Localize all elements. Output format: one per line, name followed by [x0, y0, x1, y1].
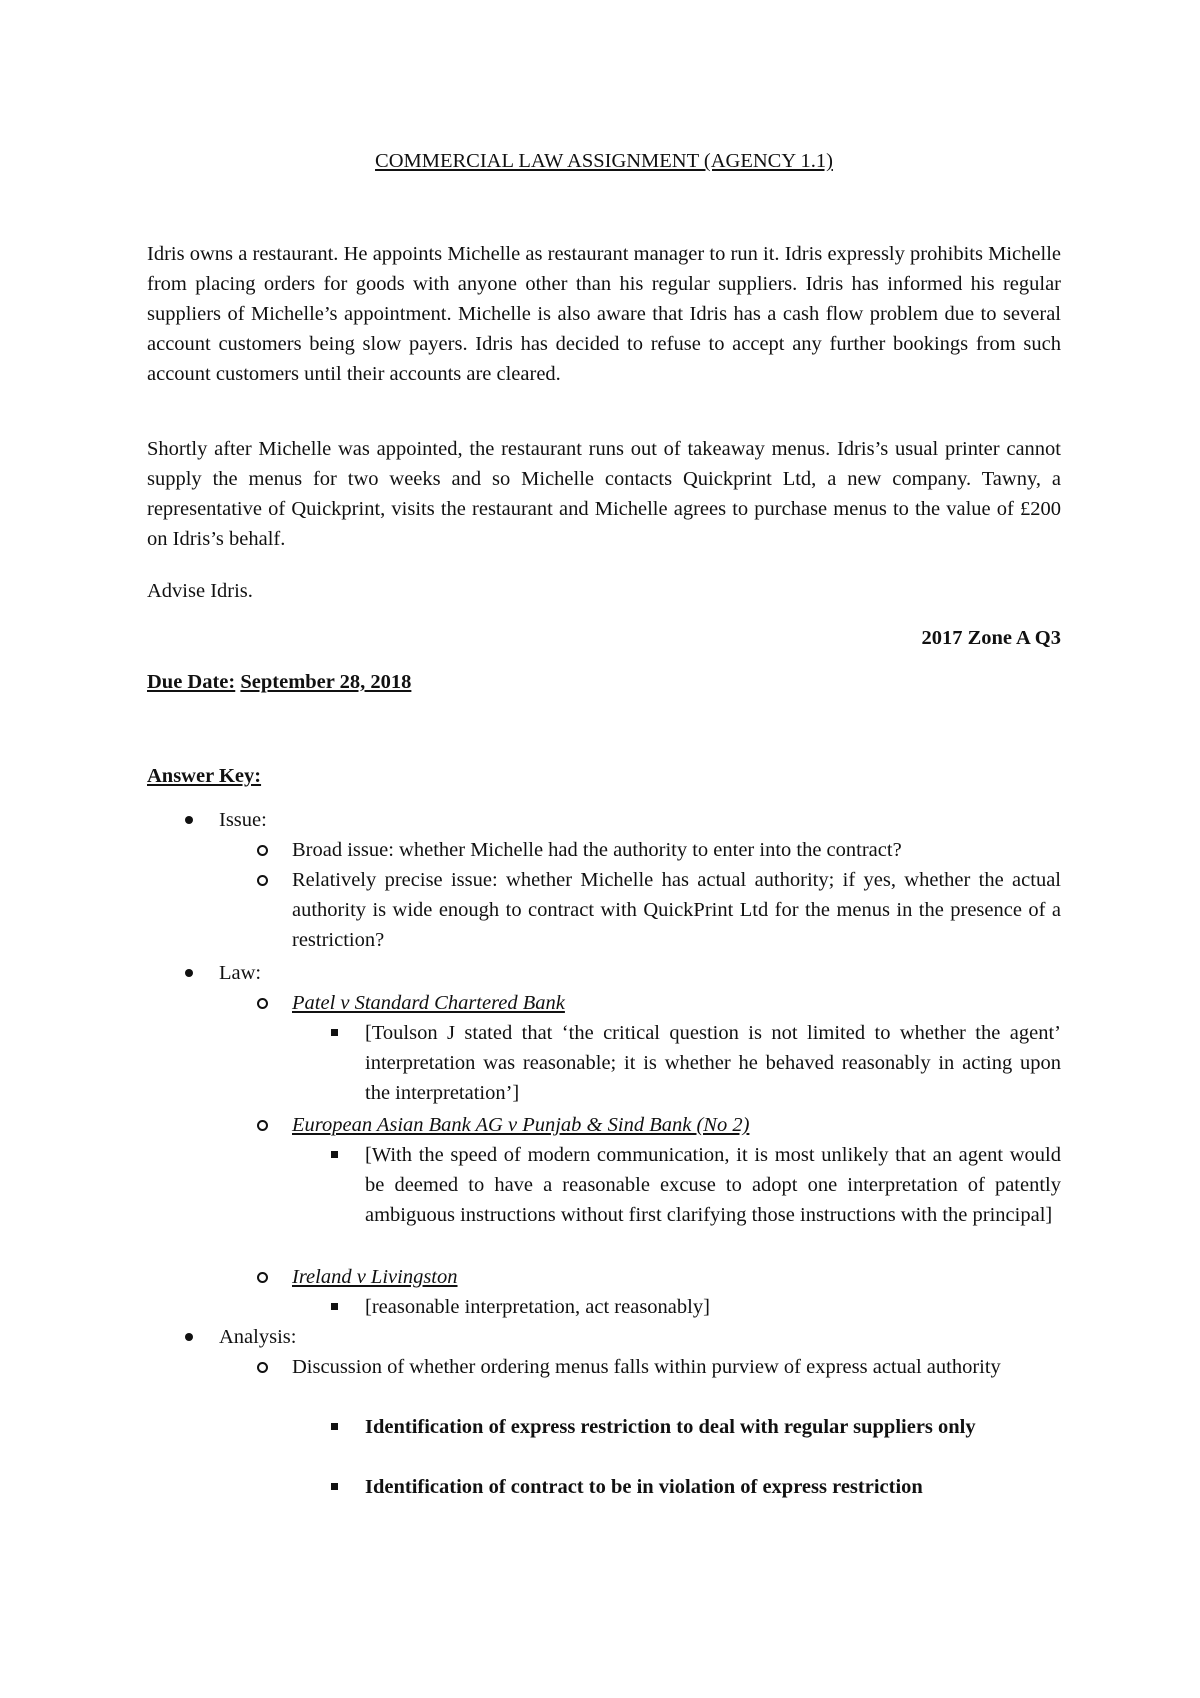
bullet-square-icon [331, 1151, 338, 1158]
document-title: COMMERCIAL LAW ASSIGNMENT (AGENCY 1.1) [375, 150, 833, 172]
case-patel-note: [Toulson J stated that ‘the critical question is not limited to whether the agent’ interpretation was reasonable; it is whether he behaved reasonably in acting upon the interpretation’] [365, 1022, 1061, 1104]
bullet-circle-icon [257, 1120, 268, 1131]
law-heading: Law: [219, 962, 262, 984]
bullet-circle-icon [257, 845, 268, 856]
due-date-value: September 28, 2018 [240, 671, 412, 693]
bullet-circle-icon [257, 1362, 268, 1373]
case-ireland-note: [reasonable interpretation, act reasonably] [365, 1296, 710, 1318]
question-source: 2017 Zone A Q3 [921, 627, 1061, 649]
issue-heading: Issue: [219, 809, 267, 831]
question-instruction: Advise Idris. [147, 580, 253, 602]
question-paragraph-1: Idris owns a restaurant. He appoints Michelle as restaurant manager to run it. Idris expressly prohibits Michelle from placing orders for goods with anyone other than his regular suppliers. Idris has informed his regular suppliers of Michelle’s appointment. Michelle is also aware that Idris has a cash flow problem due to several account customers being slow payers. Idris has decided to refuse to accept any further bookings from such account customers until their accounts are cleared. [147, 243, 1061, 385]
bullet-disc-icon [185, 969, 193, 977]
due-date-line [147, 667, 411, 697]
case-ireland: Ireland v Livingston [292, 1266, 458, 1288]
analysis-heading: Analysis: [219, 1326, 297, 1348]
case-european-asian-bank-note: [With the speed of modern communication, it is most unlikely that an agent would be deemed to have a reasonable excuse to adopt one interpretation of patently ambiguous instructions without first clarifying those instructions with the principal] [365, 1144, 1061, 1226]
analysis-discussion: Discussion of whether ordering menus falls within purview of express actual authority [292, 1356, 1001, 1378]
bullet-square-icon [331, 1423, 338, 1430]
case-patel: Patel v Standard Chartered Bank [292, 992, 565, 1014]
case-european-asian-bank: European Asian Bank AG v Punjab & Sind Bank (No 2) [292, 1114, 750, 1136]
bullet-square-icon [331, 1029, 338, 1036]
bullet-square-icon [331, 1303, 338, 1310]
analysis-point-2: Identification of contract to be in violation of express restriction [365, 1476, 923, 1498]
bullet-circle-icon [257, 998, 268, 1009]
bullet-disc-icon [185, 1333, 193, 1341]
bullet-circle-icon [257, 1272, 268, 1283]
bullet-square-icon [331, 1483, 338, 1490]
answer-key-heading: Answer Key: [147, 765, 262, 787]
issue-broad: Broad issue: whether Michelle had the authority to enter into the contract? [292, 839, 902, 861]
bullet-circle-icon [257, 875, 268, 886]
due-date-label: Due Date: [147, 671, 236, 693]
issue-precise: Relatively precise issue: whether Michelle has actual authority; if yes, whether the actual authority is wide enough to contract with QuickPrint Ltd for the menus in the presence of a restriction? [292, 869, 1061, 951]
analysis-point-1: Identification of express restriction to deal with regular suppliers only [365, 1416, 976, 1438]
bullet-disc-icon [185, 816, 193, 824]
question-paragraph-2: Shortly after Michelle was appointed, the restaurant runs out of takeaway menus. Idris’s usual printer cannot supply the menus for two weeks and so Michelle contacts Quickprint Ltd, a new company. Tawny, a representative of Quickprint, visits the restaurant and Michelle agrees to purchase menus to the value of £200 on Idris’s behalf. [147, 438, 1061, 550]
